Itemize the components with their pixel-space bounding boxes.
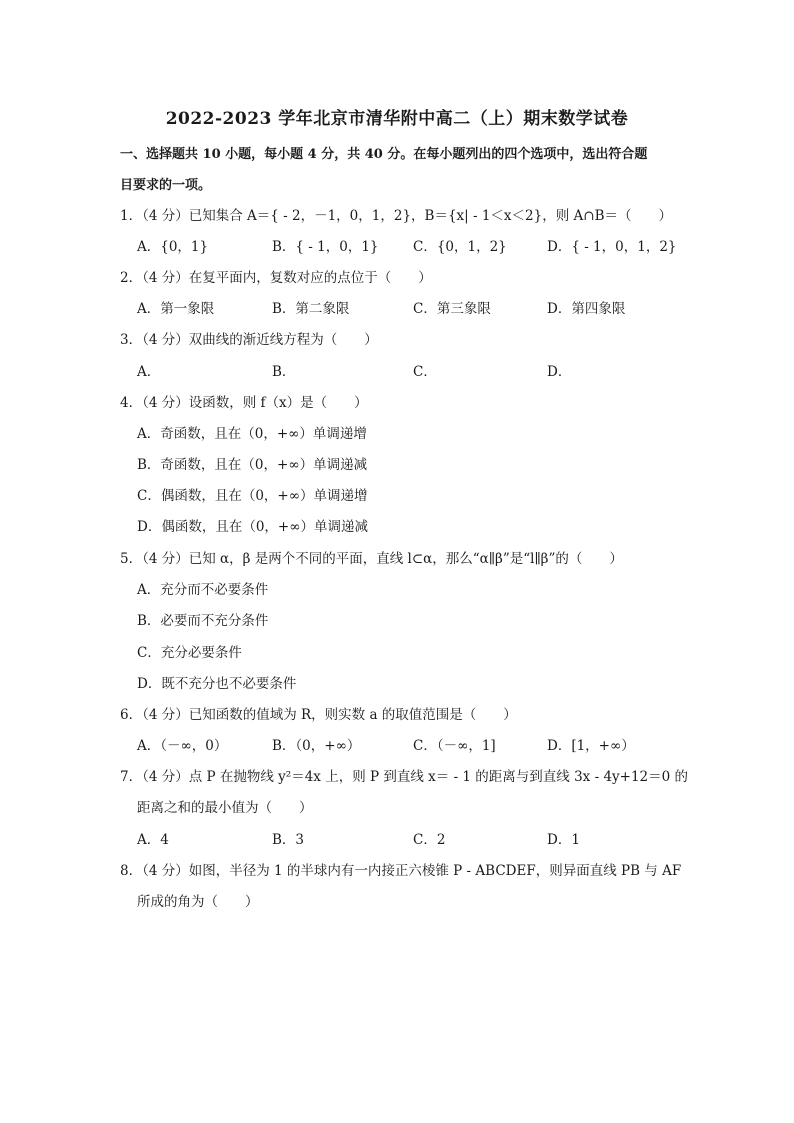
q1-option-a: A．{0，1} bbox=[137, 239, 209, 255]
q5-option-b: B．必要而不充分条件 bbox=[137, 613, 269, 629]
question-7-line-2: 距离之和的最小值为（ ） bbox=[137, 800, 313, 816]
q4-option-a: A．奇函数，且在（0，+∞）单调递增 bbox=[137, 426, 367, 442]
question-2: 2．（4 分）在复平面内，复数对应的点位于（ ） bbox=[120, 270, 432, 286]
q5-option-a: A．充分而不必要条件 bbox=[137, 582, 269, 598]
question-8-line-2: 所成的角为（ ） bbox=[137, 894, 259, 910]
section-heading-line-1: 一、选择题共 10 小题，每小题 4 分，共 40 分。在每小题列出的四个选项中，选出符合题 bbox=[120, 147, 648, 162]
q7-option-c: C．2 bbox=[413, 832, 446, 848]
q1-option-b: B．{ - 1，0，1} bbox=[272, 239, 379, 255]
q3-option-b: B． bbox=[272, 364, 296, 380]
q4-option-b: B．奇函数，且在（0，+∞）单调递减 bbox=[137, 457, 368, 473]
q3-option-c: C． bbox=[413, 364, 437, 380]
q6-option-c: C．（－∞，1] bbox=[413, 738, 496, 754]
q7-option-a: A．4 bbox=[137, 832, 169, 848]
q3-option-d: D． bbox=[547, 364, 572, 380]
question-7-line-1: 7．（4 分）点 P 在抛物线 y²＝4x 上，则 P 到直线 x＝ - 1 的距离与到直线 3x - 4y+12＝0 的 bbox=[120, 769, 689, 785]
q5-option-d: D．既不充分也不必要条件 bbox=[137, 676, 297, 692]
q2-option-d: D．第四象限 bbox=[547, 301, 626, 317]
q3-option-a: A． bbox=[137, 364, 161, 380]
q6-option-d: D．[1，+∞） bbox=[547, 738, 635, 754]
q6-option-a: A．（－∞，0） bbox=[137, 738, 228, 754]
section-heading-line-2: 目要求的一项。 bbox=[120, 178, 212, 193]
q5-option-c: C．充分必要条件 bbox=[137, 645, 242, 661]
q7-option-d: D．1 bbox=[547, 832, 580, 848]
question-6: 6．（4 分）已知函数的值域为 R，则实数 a 的取值范围是（ ） bbox=[120, 707, 517, 723]
q2-option-a: A．第一象限 bbox=[137, 301, 215, 317]
question-4: 4．（4 分）设函数，则 f（x）是（ ） bbox=[120, 395, 368, 411]
question-3: 3．（4 分）双曲线的渐近线方程为（ ） bbox=[120, 332, 378, 348]
q1-option-d: D．{ - 1，0，1，2} bbox=[547, 239, 677, 255]
q6-option-b: B．（0，+∞） bbox=[272, 738, 361, 754]
q2-option-c: C．第三象限 bbox=[413, 301, 491, 317]
q4-option-d: D．偶函数，且在（0，+∞）单调递减 bbox=[137, 519, 368, 535]
q2-option-b: B．第二象限 bbox=[272, 301, 350, 317]
question-8-line-1: 8．（4 分）如图，半径为 1 的半球内有一内接正六棱锥 P - ABCDEF，则异面直线 PB 与 AF bbox=[120, 863, 682, 879]
q1-option-c: C．{0，1，2} bbox=[413, 239, 507, 255]
q4-option-c: C．偶函数，且在（0，+∞）单调递增 bbox=[137, 488, 368, 504]
exam-title: 2022-2023 学年北京市清华附中高二（上）期末数学试卷 bbox=[165, 109, 629, 129]
q7-option-b: B．3 bbox=[272, 832, 305, 848]
question-1: 1．（4 分）已知集合 A＝{ - 2，－1，0，1，2}，B＝{x| - 1＜x＜2}，则 A∩B＝（ ） bbox=[120, 208, 672, 224]
question-5: 5．（4 分）已知 α，β 是两个不同的平面，直线 l⊂α，那么“α∥β”是“l∥β”的（ ） bbox=[120, 551, 623, 567]
